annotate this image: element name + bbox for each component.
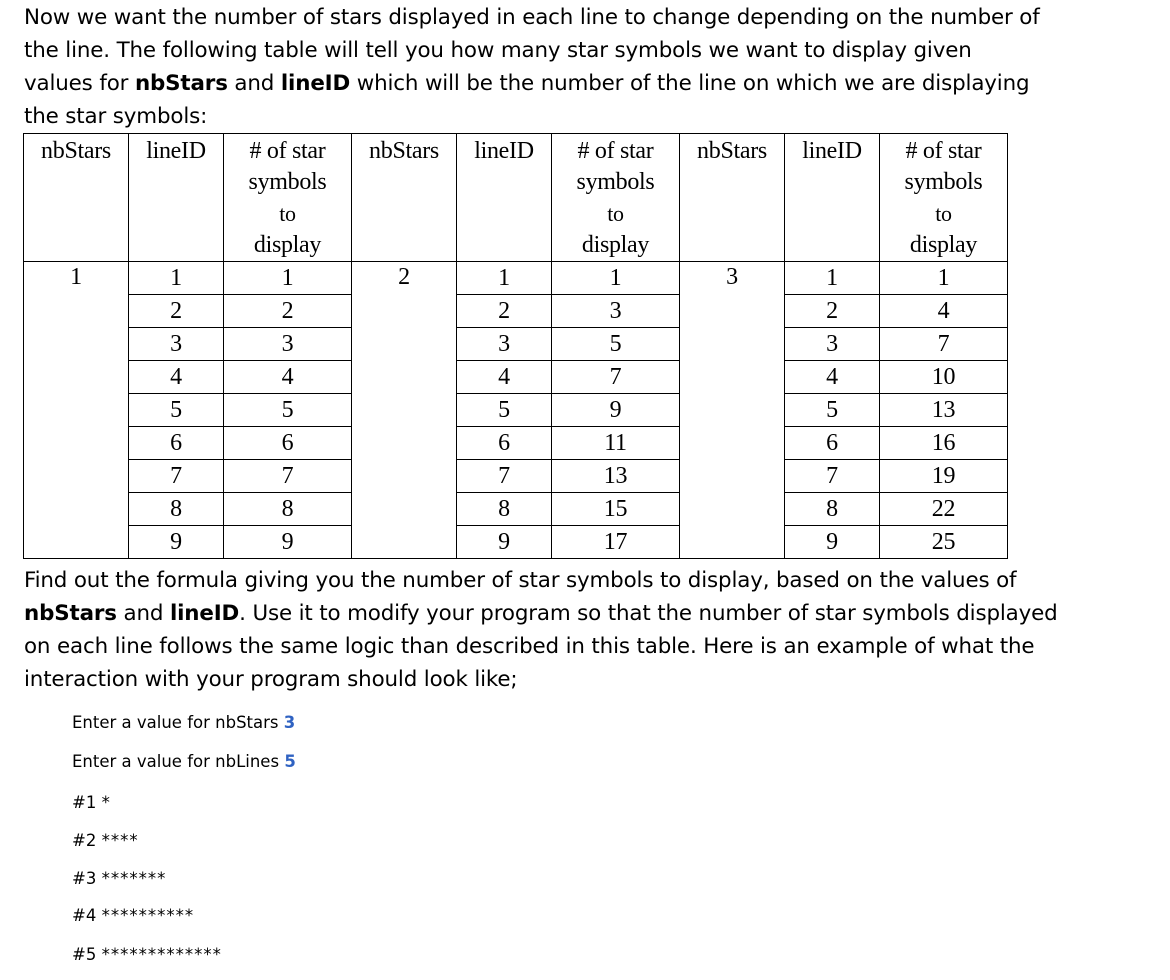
console-output-line-3 xyxy=(72,869,166,888)
lineid-cell: 5 xyxy=(457,394,552,427)
intro-paragraph xyxy=(24,1,1040,133)
symbol-count-cell: 7 xyxy=(552,361,680,394)
lineid-cell: 1 xyxy=(129,262,224,295)
header-symbol-count xyxy=(224,134,352,262)
header-nbstars: nbStars xyxy=(352,134,457,262)
header-symbol-count xyxy=(552,134,680,262)
outro-line-2 xyxy=(24,597,1058,630)
line-stars: * xyxy=(101,793,111,812)
prompt-value: 5 xyxy=(284,752,296,771)
symbol-count-cell: 3 xyxy=(224,328,352,361)
keyword-lineid: lineID xyxy=(169,601,240,626)
table-row xyxy=(24,460,1008,493)
intro-text: values for xyxy=(24,71,135,96)
table-row xyxy=(24,328,1008,361)
lineid-cell: 4 xyxy=(785,361,880,394)
symbol-count-cell: 11 xyxy=(552,427,680,460)
intro-line-2: the line. The following table will tell you how many star symbols we want to display given xyxy=(24,38,972,63)
line-label: #1 xyxy=(72,793,97,812)
symbol-count-cell: 7 xyxy=(224,460,352,493)
keyword-nbstars: nbStars xyxy=(134,71,228,96)
lineid-cell: 8 xyxy=(785,493,880,526)
symbol-count-cell: 13 xyxy=(880,394,1008,427)
header-text: to xyxy=(607,201,624,226)
lineid-cell: 5 xyxy=(129,394,224,427)
header-text: to xyxy=(935,201,952,226)
star-count-table xyxy=(23,133,1008,559)
table-row xyxy=(24,262,1008,295)
header-text: to xyxy=(279,201,296,226)
header-text: display xyxy=(581,232,650,258)
symbol-count-cell: 5 xyxy=(224,394,352,427)
header-text: # of star xyxy=(249,138,326,164)
header-text: display xyxy=(253,232,322,258)
lineid-cell: 5 xyxy=(785,394,880,427)
console-prompt-nblines xyxy=(72,752,296,771)
prompt-value: 3 xyxy=(283,713,296,732)
outro-paragraph xyxy=(24,564,1058,696)
table-row xyxy=(24,493,1008,526)
outro-line-4: interaction with your program should look like; xyxy=(24,667,518,692)
line-stars: ******* xyxy=(101,869,167,888)
header-text: symbols xyxy=(576,169,655,195)
line-label: #2 xyxy=(72,831,97,850)
header-text: symbols xyxy=(904,169,983,195)
symbol-count-cell: 2 xyxy=(224,295,352,328)
lineid-cell: 2 xyxy=(129,295,224,328)
lineid-cell: 1 xyxy=(457,262,552,295)
table-row xyxy=(24,394,1008,427)
lineid-cell: 8 xyxy=(129,493,224,526)
symbol-count-cell: 7 xyxy=(880,328,1008,361)
console-output-line-4 xyxy=(72,906,194,925)
lineid-cell: 9 xyxy=(785,526,880,559)
intro-line-3 xyxy=(24,67,1040,100)
symbol-count-cell: 1 xyxy=(552,262,680,295)
prompt-text: Enter a value for nbStars xyxy=(72,713,279,732)
lineid-cell: 7 xyxy=(129,460,224,493)
lineid-cell: 7 xyxy=(785,460,880,493)
line-stars: **** xyxy=(101,831,139,850)
outro-line-1: Find out the formula giving you the number of star symbols to display, based on the values of xyxy=(24,568,1017,593)
keyword-nbstars: nbStars xyxy=(24,601,117,626)
header-lineid: lineID xyxy=(457,134,552,262)
lineid-cell: 9 xyxy=(457,526,552,559)
symbol-count-cell: 22 xyxy=(880,493,1008,526)
symbol-count-cell: 4 xyxy=(880,295,1008,328)
symbol-count-cell: 8 xyxy=(224,493,352,526)
lineid-cell: 3 xyxy=(129,328,224,361)
lineid-cell: 8 xyxy=(457,493,552,526)
line-label: #5 xyxy=(72,945,97,964)
symbol-count-cell: 3 xyxy=(552,295,680,328)
header-lineid: lineID xyxy=(785,134,880,262)
header-text: # of star xyxy=(905,138,982,164)
intro-text: which will be the number of the line on which we are displaying xyxy=(350,71,1030,96)
outro-text: . Use it to modify your program so that the number of star symbols displayed xyxy=(239,601,1058,626)
nbstars-cell: 2 xyxy=(352,262,457,559)
lineid-cell: 3 xyxy=(785,328,880,361)
console-output-line-5 xyxy=(72,945,222,964)
console-output-line-2 xyxy=(72,831,139,850)
header-text: display xyxy=(909,232,978,258)
line-stars: ********** xyxy=(101,906,195,925)
table-header-row xyxy=(24,134,1008,262)
console-output-line-1 xyxy=(72,793,111,812)
symbol-count-cell: 4 xyxy=(224,361,352,394)
outro-line-3: on each line follows the same logic than described in this table. Here is an example of what the xyxy=(24,634,1035,659)
lineid-cell: 4 xyxy=(129,361,224,394)
symbol-count-cell: 17 xyxy=(552,526,680,559)
intro-line-4: the star symbols: xyxy=(24,104,208,129)
symbol-count-cell: 10 xyxy=(880,361,1008,394)
symbol-count-cell: 9 xyxy=(552,394,680,427)
symbol-count-cell: 5 xyxy=(552,328,680,361)
header-symbol-count xyxy=(880,134,1008,262)
line-label: #4 xyxy=(72,906,97,925)
header-nbstars: nbStars xyxy=(24,134,129,262)
console-prompt-nbstars xyxy=(72,713,295,732)
intro-text: and xyxy=(227,71,281,96)
symbol-count-cell: 16 xyxy=(880,427,1008,460)
table-row xyxy=(24,295,1008,328)
lineid-cell: 9 xyxy=(129,526,224,559)
lineid-cell: 3 xyxy=(457,328,552,361)
lineid-cell: 6 xyxy=(785,427,880,460)
symbol-count-cell: 9 xyxy=(224,526,352,559)
symbol-count-cell: 25 xyxy=(880,526,1008,559)
symbol-count-cell: 1 xyxy=(880,262,1008,295)
outro-text: and xyxy=(116,601,170,626)
lineid-cell: 4 xyxy=(457,361,552,394)
header-text: # of star xyxy=(577,138,654,164)
lineid-cell: 2 xyxy=(457,295,552,328)
symbol-count-cell: 15 xyxy=(552,493,680,526)
lineid-cell: 6 xyxy=(129,427,224,460)
header-lineid: lineID xyxy=(129,134,224,262)
table-row xyxy=(24,427,1008,460)
keyword-lineid: lineID xyxy=(280,71,351,96)
lineid-cell: 2 xyxy=(785,295,880,328)
lineid-cell: 7 xyxy=(457,460,552,493)
lineid-cell: 1 xyxy=(785,262,880,295)
header-nbstars: nbStars xyxy=(680,134,785,262)
header-text: symbols xyxy=(248,169,327,195)
nbstars-cell: 3 xyxy=(680,262,785,559)
line-label: #3 xyxy=(72,869,97,888)
table-row xyxy=(24,526,1008,559)
nbstars-cell: 1 xyxy=(24,262,129,559)
table-row xyxy=(24,361,1008,394)
symbol-count-cell: 6 xyxy=(224,427,352,460)
intro-line-1: Now we want the number of stars displayed in each line to change depending on the number of xyxy=(24,5,1040,30)
prompt-text: Enter a value for nbLines xyxy=(72,752,280,771)
symbol-count-cell: 1 xyxy=(224,262,352,295)
symbol-count-cell: 13 xyxy=(552,460,680,493)
lineid-cell: 6 xyxy=(457,427,552,460)
symbol-count-cell: 19 xyxy=(880,460,1008,493)
line-stars: ************* xyxy=(101,945,222,964)
